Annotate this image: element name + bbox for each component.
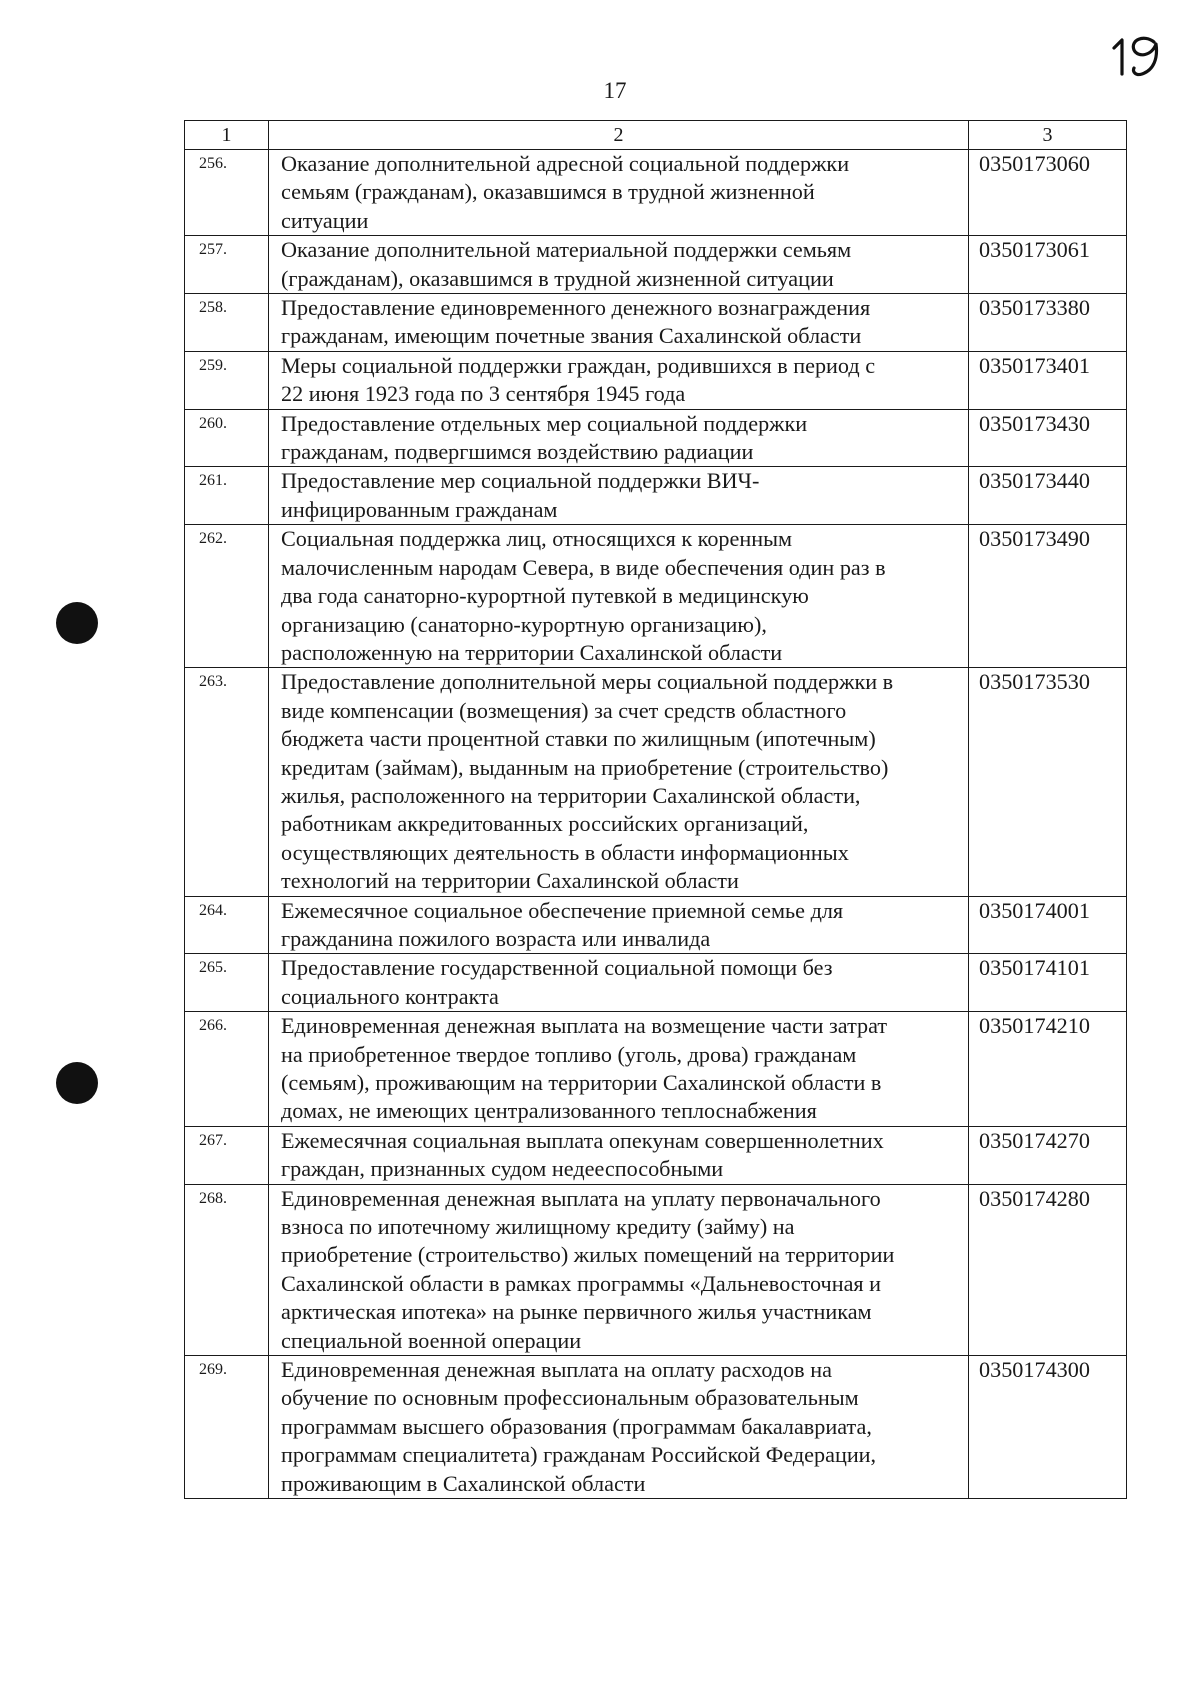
- table-row: [185, 236, 1127, 294]
- row-number: 264.: [185, 896, 269, 954]
- table-row: [185, 668, 1127, 896]
- row-number: 265.: [185, 954, 269, 1012]
- row-number: 266.: [185, 1012, 269, 1127]
- row-number: 269.: [185, 1356, 269, 1499]
- row-description: Предоставление единовременного денежного вознаграждения гражданам, имеющим почетные звания Сахалинской области: [269, 294, 969, 352]
- row-code: 0350173380: [969, 294, 1127, 352]
- row-number: 268.: [185, 1184, 269, 1355]
- row-description: Меры социальной поддержки граждан, родившихся в период с 22 июня 1923 года по 3 сентября 1945 года: [269, 351, 969, 409]
- row-description: Оказание дополнительной материальной поддержки семьям (гражданам), оказавшимся в трудной жизненной ситуации: [269, 236, 969, 294]
- page-number: 17: [603, 78, 627, 103]
- row-number: 260.: [185, 409, 269, 467]
- table-row: [185, 1356, 1127, 1499]
- row-number: 257.: [185, 236, 269, 294]
- row-code: 0350173401: [969, 351, 1127, 409]
- row-number: 267.: [185, 1126, 269, 1184]
- table-row: [185, 1126, 1127, 1184]
- row-description: Предоставление государственной социальной помощи без социального контракта: [269, 954, 969, 1012]
- punch-hole: [56, 602, 98, 644]
- column-header-number: 1: [185, 121, 269, 150]
- row-code: 0350174001: [969, 896, 1127, 954]
- row-code: 0350173440: [969, 467, 1127, 525]
- row-description: Единовременная денежная выплата на возмещение части затрат на приобретенное твердое топливо (уголь, дрова) гражданам (семьям), проживающим на территории Сахалинской области в домах, не имеющих централизованного теплоснабжения: [269, 1012, 969, 1127]
- row-description: Предоставление отдельных мер социальной поддержки гражданам, подвергшимся воздействию радиации: [269, 409, 969, 467]
- column-header-name: 2: [269, 121, 969, 150]
- row-description: Единовременная денежная выплата на уплату первоначального взноса по ипотечному жилищному кредиту (займу) на приобретение (строительство) жилых помещений на территории Сахалинской области в рамках программы «Дальневосточная и арктическая ипотека» на рынке первичного жилья участникам специальной военной операции: [269, 1184, 969, 1355]
- row-code: 0350174280: [969, 1184, 1127, 1355]
- row-number: 261.: [185, 467, 269, 525]
- row-description: Оказание дополнительной адресной социальной поддержки семьям (гражданам), оказавшимся в трудной жизненной ситуации: [269, 150, 969, 236]
- table-row: [185, 525, 1127, 668]
- row-code: 0350173430: [969, 409, 1127, 467]
- handwritten-sheet-number: [1108, 28, 1168, 78]
- row-description: Ежемесячное социальное обеспечение приемной семье для гражданина пожилого возраста или инвалида: [269, 896, 969, 954]
- table-row: [185, 1184, 1127, 1355]
- row-code: 0350173530: [969, 668, 1127, 896]
- row-description: Социальная поддержка лиц, относящихся к коренным малочисленным народам Севера, в виде обеспечения один раз в два года санаторно-курортной путевкой в медицинскую организацию (санаторно-курортную организацию), расположенную на территории Сахалинской области: [269, 525, 969, 668]
- row-number: 259.: [185, 351, 269, 409]
- row-code: 0350174210: [969, 1012, 1127, 1127]
- row-number: 262.: [185, 525, 269, 668]
- table-row: [185, 351, 1127, 409]
- table-row: [185, 409, 1127, 467]
- column-header-code: 3: [969, 121, 1127, 150]
- table-row: [185, 150, 1127, 236]
- row-description: Ежемесячная социальная выплата опекунам совершеннолетних граждан, признанных судом недееспособными: [269, 1126, 969, 1184]
- row-description: Предоставление дополнительной меры социальной поддержки в виде компенсации (возмещения) за счет средств областного бюджета части процентной ставки по жилищным (ипотечным) кредитам (займам), выданным на приобретение (строительство) жилья, расположенного на территории Сахалинской области, работникам аккредитованных российских организаций, осуществляющих деятельность в области информационных технологий на территории Сахалинской области: [269, 668, 969, 896]
- table-row: [185, 896, 1127, 954]
- row-code: 0350173490: [969, 525, 1127, 668]
- row-description: Предоставление мер социальной поддержки ВИЧ- инфицированным гражданам: [269, 467, 969, 525]
- registry-table: [184, 120, 1127, 1499]
- row-description: Единовременная денежная выплата на оплату расходов на обучение по основным профессиональным образовательным программам высшего образования (программам бакалавриата, программам специалитета) гражданам Российской Федерации, проживающим в Сахалинской области: [269, 1356, 969, 1499]
- row-number: 256.: [185, 150, 269, 236]
- row-code: 0350173060: [969, 150, 1127, 236]
- table-row: [185, 294, 1127, 352]
- row-number: 258.: [185, 294, 269, 352]
- table-row: [185, 1012, 1127, 1127]
- row-code: 0350174101: [969, 954, 1127, 1012]
- row-code: 0350174270: [969, 1126, 1127, 1184]
- table-row: [185, 467, 1127, 525]
- row-number: 263.: [185, 668, 269, 896]
- row-code: 0350174300: [969, 1356, 1127, 1499]
- row-code: 0350173061: [969, 236, 1127, 294]
- punch-hole: [56, 1062, 98, 1104]
- table-header-row: [185, 121, 1127, 150]
- table-row: [185, 954, 1127, 1012]
